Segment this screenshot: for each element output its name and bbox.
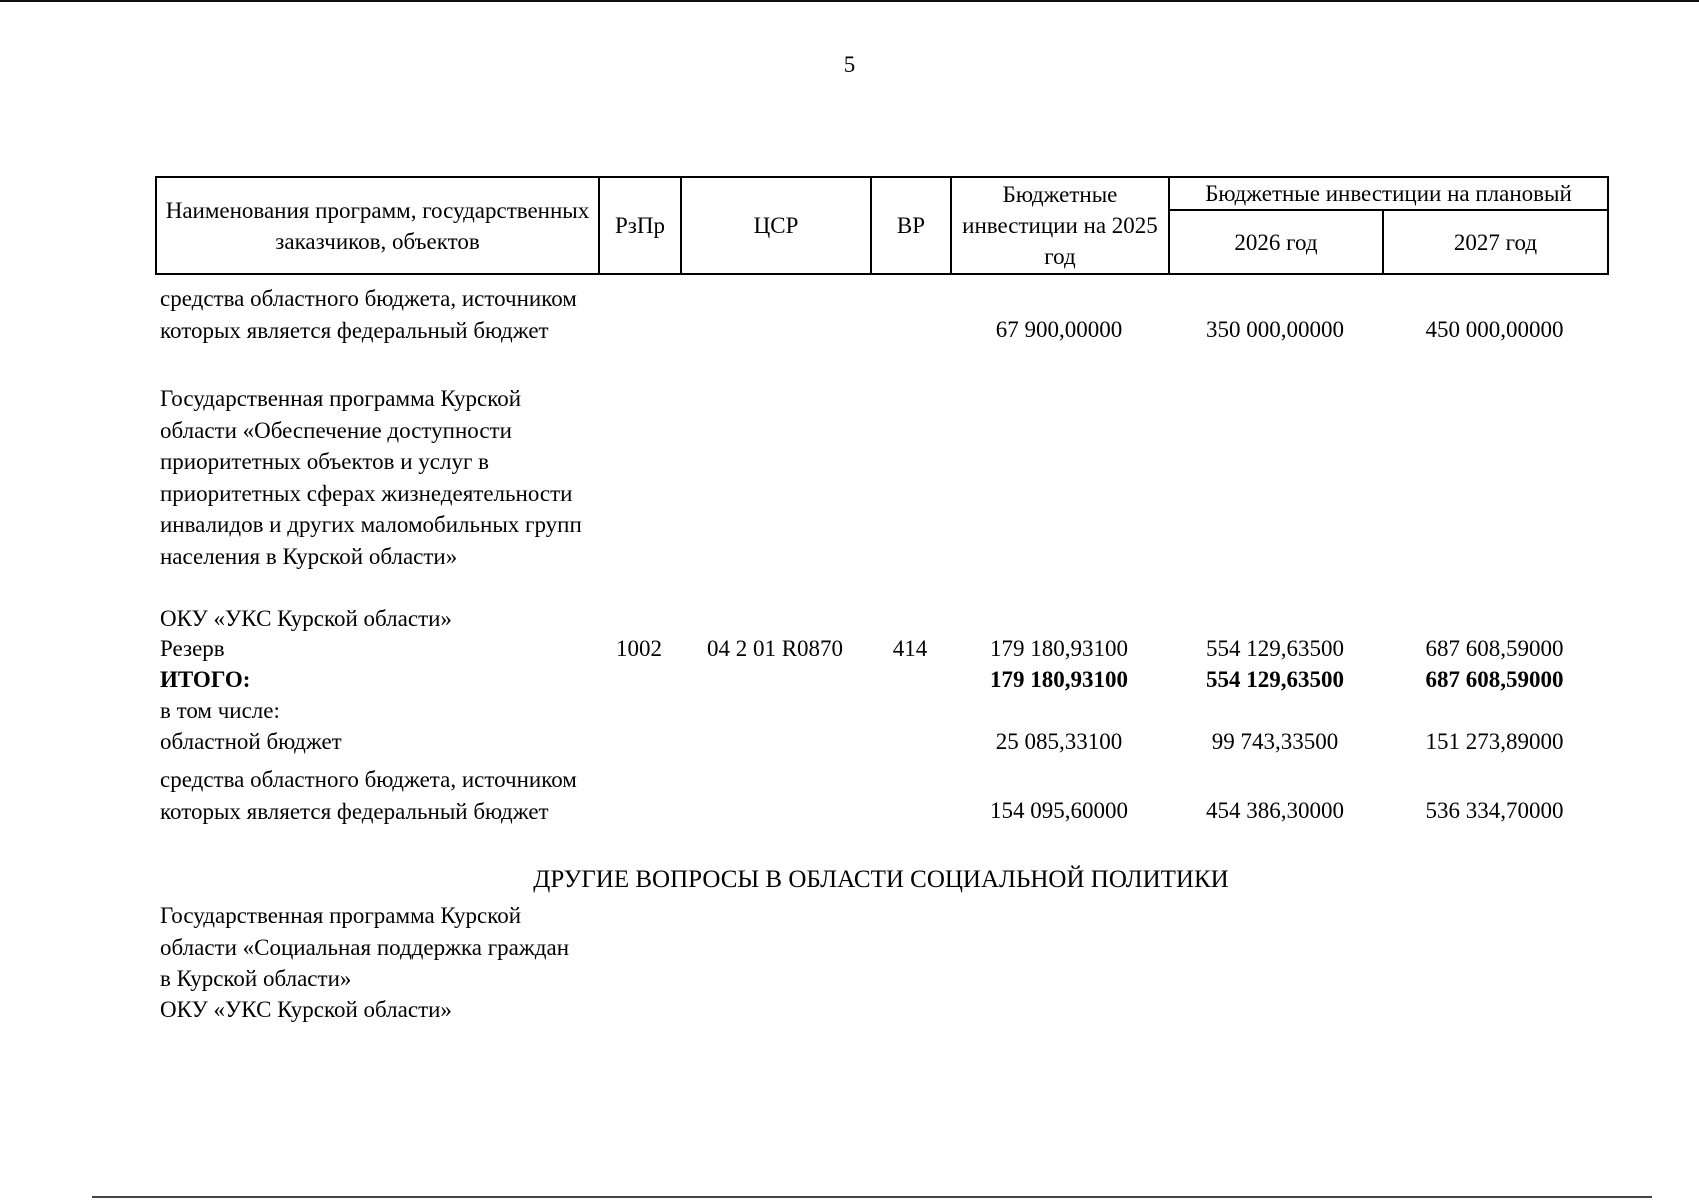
bottom-border-line <box>92 1196 1652 1198</box>
header-2026: 2026 год <box>1169 210 1383 274</box>
fed1-2026: 350 000,00000 <box>1206 317 1344 342</box>
program2-customer: ОКУ «УКС Курской области» <box>160 997 452 1022</box>
header-2027: 2027 год <box>1383 210 1608 274</box>
regional-2025: 25 085,33100 <box>995 729 1123 754</box>
including-label: в том числе: <box>160 698 280 723</box>
fed2-2027: 536 334,70000 <box>1425 798 1564 823</box>
reserve-name: Резерв <box>160 636 225 661</box>
regional-2026: 99 743,33500 <box>1211 729 1339 754</box>
customer-name: ОКУ «УКС Курской области» <box>160 606 452 631</box>
total-2027: 687 608,59000 <box>1425 667 1564 692</box>
reserve-2027: 687 608,59000 <box>1425 636 1564 661</box>
total-2025: 179 180,93100 <box>990 667 1128 692</box>
regional-2027: 151 273,89000 <box>1425 729 1564 754</box>
reserve-2025: 179 180,93100 <box>990 636 1128 661</box>
regional-name: областной бюджет <box>160 729 342 754</box>
header-csr: ЦСР <box>681 177 871 274</box>
fed2-2026: 454 386,30000 <box>1206 798 1344 823</box>
section-heading: ДРУГИЕ ВОПРОСЫ В ОБЛАСТИ СОЦИАЛЬНОЙ ПОЛИТИКИ <box>533 866 1229 893</box>
header-rzpr: РзПр <box>599 177 681 274</box>
header-planned: Бюджетные инвестиции на плановый <box>1169 177 1608 210</box>
top-border-line <box>0 0 1699 2</box>
page-number: 5 <box>843 52 856 77</box>
fed2-2025: 154 095,60000 <box>990 798 1128 823</box>
fed1-name: средства областного бюджета, источником которых является федеральный бюджет <box>160 286 577 343</box>
program-name: Государственная программа Курской области «Обеспечение доступности приоритетных объектов и услуг в приоритетных сферах жизнедеятельности инвалидов и других маломобильных групп населения в Курской области» <box>160 386 582 569</box>
fed1-2027: 450 000,00000 <box>1425 317 1564 342</box>
reserve-rzpr: 1002 <box>616 636 662 661</box>
table-header <box>155 176 1609 275</box>
total-label: ИТОГО: <box>160 667 251 692</box>
total-2026: 554 129,63500 <box>1206 667 1344 692</box>
fed1-2025: 67 900,00000 <box>995 317 1123 342</box>
program2-name: Государственная программа Курской области «Социальная поддержка граждан в Курской области» <box>160 903 570 991</box>
header-vr: ВР <box>871 177 951 274</box>
reserve-2026: 554 129,63500 <box>1206 636 1344 661</box>
fed2-name: средства областного бюджета, источником которых является федеральный бюджет <box>160 767 577 824</box>
reserve-csr: 04 2 01 R0870 <box>706 636 844 661</box>
header-name: Наименования программ, государственных заказчиков, объектов <box>156 177 599 274</box>
reserve-vr: 414 <box>892 636 928 661</box>
header-2025: Бюджетные инвестиции на 2025 год <box>951 177 1169 274</box>
